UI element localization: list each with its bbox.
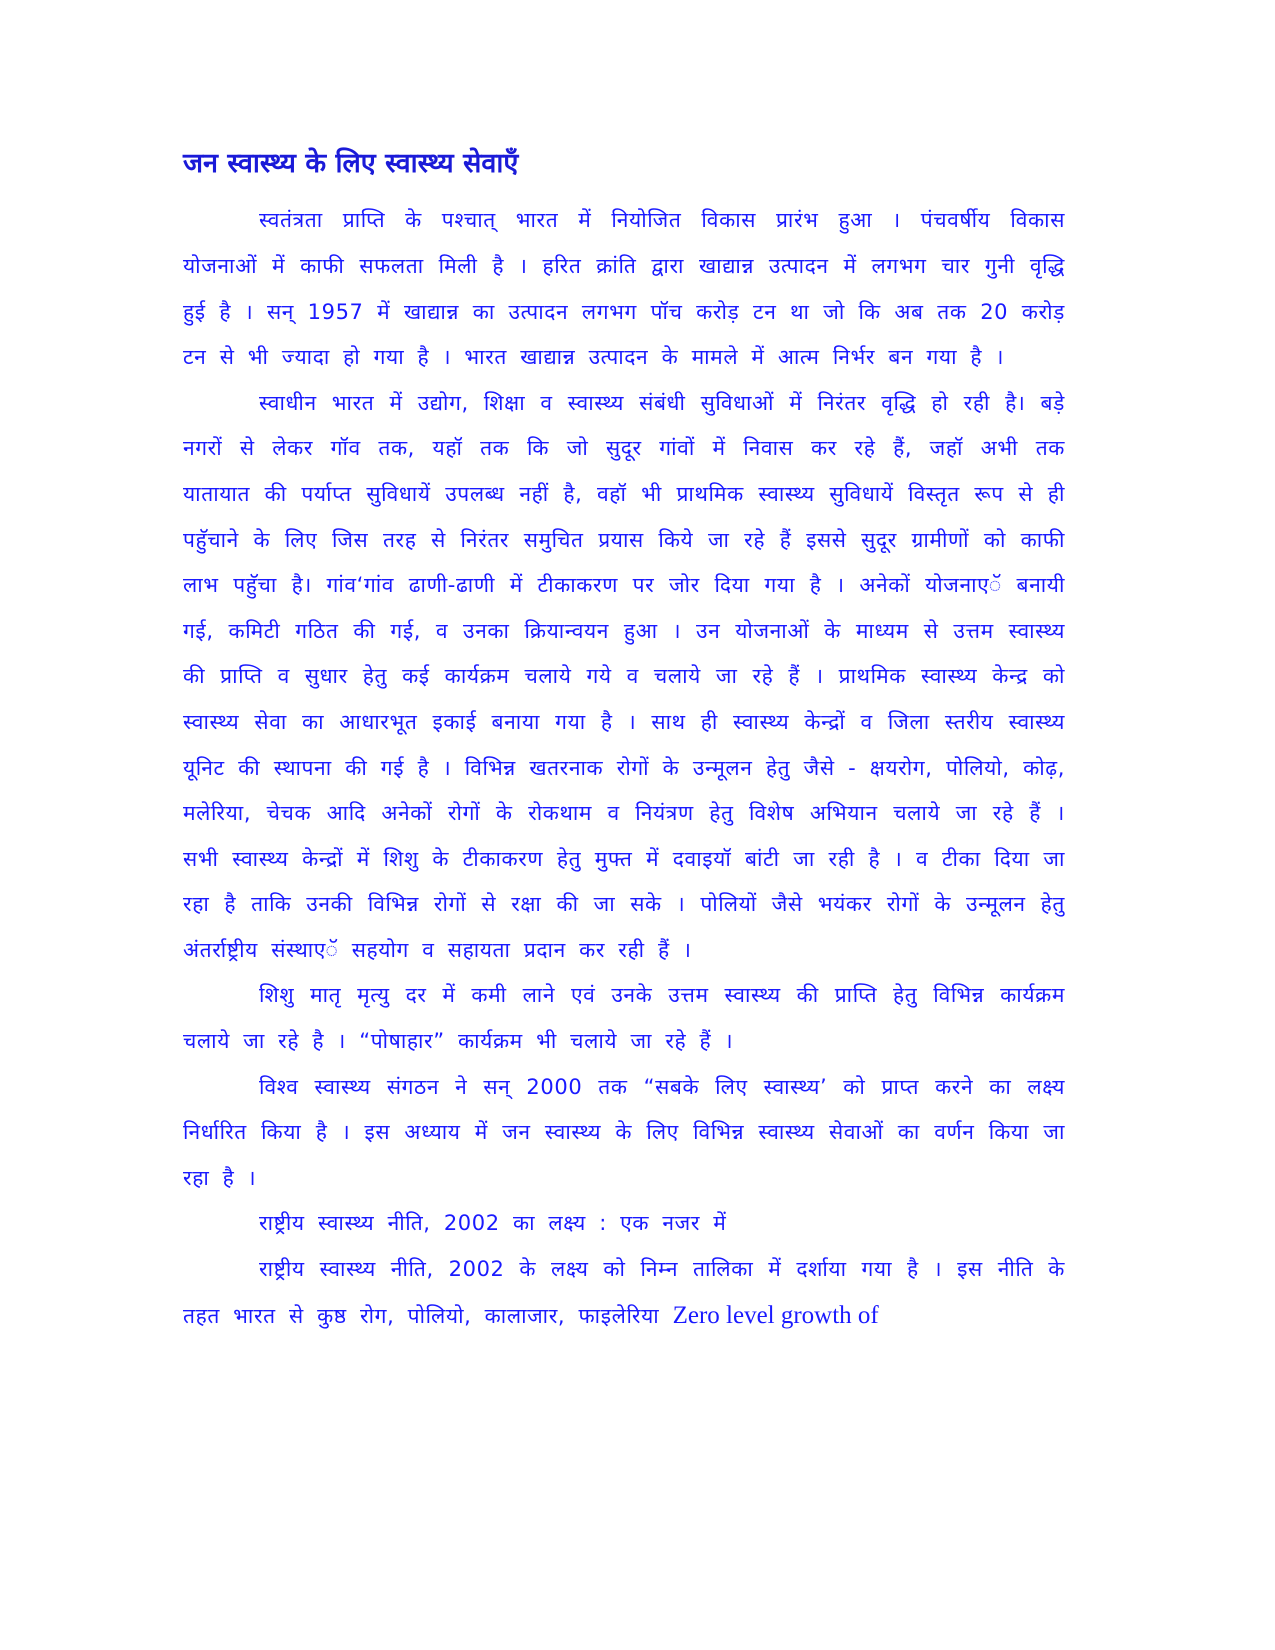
page-title: जन स्वास्थ्य के लिए स्वास्थ्य सेवाएँ <box>183 148 519 179</box>
paragraph-maternal-child-health: शिशु मातृ मृत्यु दर में कमी लाने एवं उनके उत्तम स्वास्थ्य की प्राप्ति हेतु विभिन्न कार्यक्रम चलाये जा रहे है । “पोषाहार” कार्यक्रम भी चलाये जा रहे हैं । <box>183 983 1065 1054</box>
document-page <box>183 148 1065 1339</box>
paragraph-health-facilities: स्वाधीन भारत में उद्योग, शिक्षा व स्वास्थ्य संबंधी सुविधाओं में निरंतर वृद्धि हो रही है। बड़े नगरों से लेकर गॉव तक, यहॉ तक कि जो सुदूर गांवों में निवास कर रहे हैं, जहॉ अभी तक यातायात की पर्याप्त सुविधायें उपलब्ध नहीं है, वहॉ भी प्राथमिक स्वास्थ्य सुविधायें विस्तृत रूप से ही पहुॅचाने के लिए जिस तरह से निरंतर समुचित प्रयास किये जा रहे हैं इससे सुदूर ग्रामीणों को काफी लाभ पहुॅचा है। गांव‘गांव ढाणी-ढाणी में टीकाकरण पर जोर दिया गया है । अनेकों योजनाएॅ बनायी गई, कमिटी गठित की गई, व उनका क्रियान्वयन हुआ । उन योजनाओं के माध्यम से उत्तम स्वास्थ्य की प्राप्ति व सुधार हेतु कई कार्यक्रम चलाये गये व चलाये जा रहे हैं । प्राथमिक स्वास्थ्य केन्द्र को स्वास्थ्य सेवा का आधारभूत इकाई बनाया गया है । साथ ही स्वास्थ्य केन्द्रों व जिला स्तरीय स्वास्थ्य यूनिट की स्थापना की गई है । विभिन्न खतरनाक रोगों के उन्मूलन हेतु जैसे - क्षयरोग, पोलियो, कोढ़, मलेरिया, चेचक आदि अनेकों रोगों के रोकथाम व नियंत्रण हेतु विशेष अभियान चलाये जा रहे हैं । सभी स्वास्थ्य केन्द्रों में शिशु के टीकाकरण हेतु मुफ्त में दवाइयॉ बांटी जा रही है । व टीका दिया जा रहा है ताकि उनकी विभिन्न रोगों से रक्षा की जा सके । पोलियों जैसे भयंकर रोगों के उन्मूलन हेतु अंतर्राष्ट्रीय संस्थाएॅ सहयोग व सहायता प्रदान कर रही हैं । <box>183 390 1065 962</box>
paragraph-policy-heading: राष्ट्रीय स्वास्थ्य नीति, 2002 का लक्ष्य : एक नजर में <box>259 1211 727 1236</box>
paragraph-independence-development: स्वतंत्रता प्राप्ति के पश्चात् भारत में नियोजित विकास प्रारंभ हुआ । पंचवर्षीय विकास योजनाओं में काफी सफलता मिली है । हरित क्रांति द्वारा खाद्यान्न उत्पादन में लगभग चार गुनी वृद्धि हुई है । सन् 1957 में खाद्यान्न का उत्पादन लगभग पॉच करोड़ टन था जो कि अब तक 20 करोड़ टन से भी ज्यादा हो गया है । भारत खाद्यान्न उत्पादन के मामले में आत्म निर्भर बन गया है । <box>183 208 1066 370</box>
policy-goals-hindi-text: राष्ट्रीय स्वास्थ्य नीति, 2002 के लक्ष्य को निम्न तालिका में दर्शाया गया है । इस नीति के तहत भारत से कुष्ठ रोग, पोलियो, कालाजार, फाइलेरिया <box>183 1257 1065 1328</box>
policy-goals-english-text: Zero level growth of <box>672 1301 879 1329</box>
paragraph-policy-goals <box>183 1247 1065 1339</box>
paragraph-who-goal: विश्व स्वास्थ्य संगठन ने सन् 2000 तक “सबके लिए स्वास्थ्य’ को प्राप्त करने का लक्ष्य निर्धारित किया है । इस अध्याय में जन स्वास्थ्य के लिए विभिन्न स्वास्थ्य सेवाओं का वर्णन किया जा रहा है । <box>183 1074 1065 1190</box>
